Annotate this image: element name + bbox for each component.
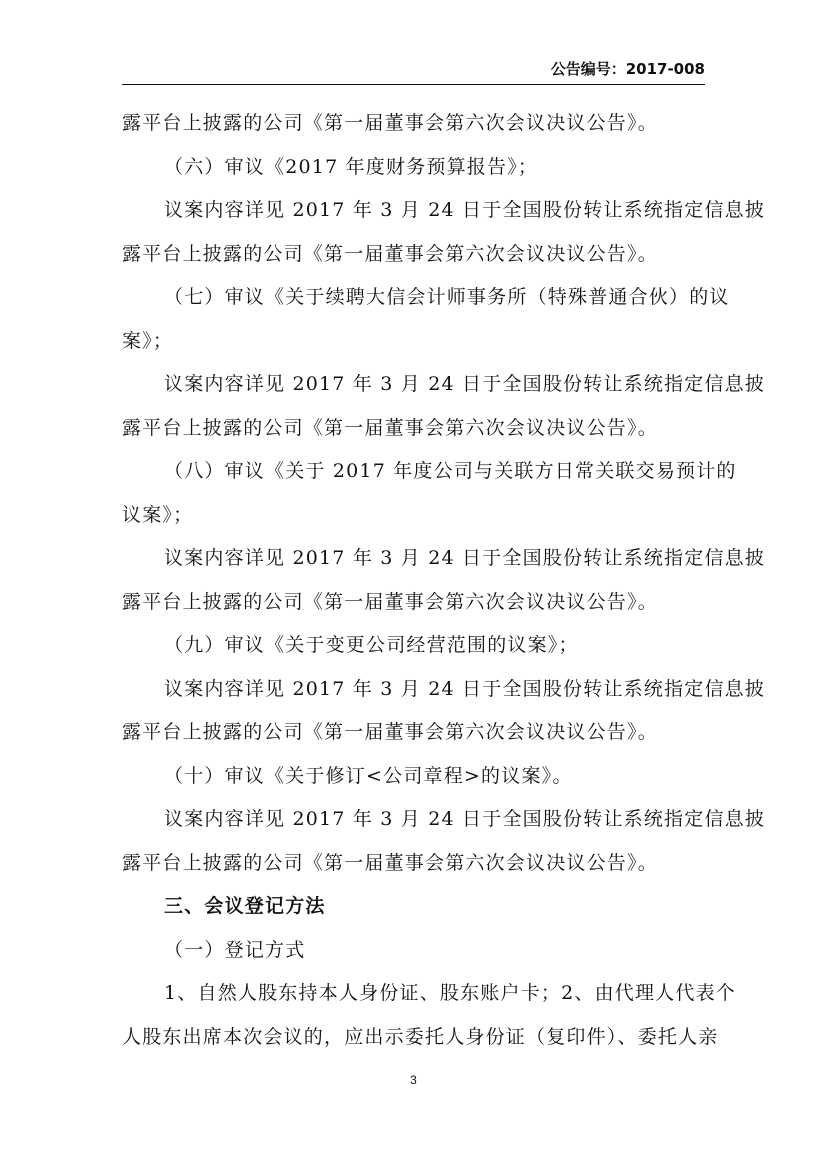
paragraph-line: 议案内容详见 2017 年 3 月 24 日于全国股份转让系统指定信息披: [164, 199, 766, 221]
page-number: 3: [410, 1073, 417, 1087]
agenda-item-6: （六）审议《2017 年度财务预算报告》；: [164, 155, 539, 178]
paragraph-line: 露平台上披露的公司《第一届董事会第六次会议决议公告》。: [122, 242, 658, 265]
paragraph-line: 议案内容详见 2017 年 3 月 24 日于全国股份转让系统指定信息披: [164, 373, 766, 395]
paragraph-line: 议案内容详见 2017 年 3 月 24 日于全国股份转让系统指定信息披: [164, 547, 766, 569]
paragraph-line: 1、自然人股东持本人身份证、股东账户卡；2、由代理人代表个: [164, 982, 736, 1004]
paragraph-line: 议案内容详见 2017 年 3 月 24 日于全国股份转让系统指定信息披: [164, 677, 766, 700]
agenda-item-9: （九）审议《关于变更公司经营范围的议案》；: [164, 634, 579, 656]
paragraph-line: 露平台上披露的公司《第一届董事会第六次会议决议公告》。: [122, 590, 658, 613]
agenda-item-8: （八）审议《关于 2017 年度公司与关联方日常关联交易预计的: [164, 460, 737, 482]
paragraph-line: 人股东出席本次会议的，应出示委托人身份证（复印件）、委托人亲: [122, 1025, 719, 1048]
header-rule: [122, 84, 705, 85]
paragraph-line: 议案》；: [122, 503, 194, 526]
paragraph-line: 露平台上披露的公司《第一届董事会第六次会议决议公告》。: [122, 851, 658, 874]
paragraph-line: 议案内容详见 2017 年 3 月 24 日于全国股份转让系统指定信息披: [164, 808, 766, 830]
paragraph-line: 案》；: [122, 329, 174, 352]
document-body: [122, 102, 766, 1059]
paragraph-line: 露平台上披露的公司《第一届董事会第六次会议决议公告》。: [122, 416, 658, 439]
paragraph-line: 露平台上披露的公司《第一届董事会第六次会议决议公告》。: [122, 112, 658, 134]
paragraph-line: 露平台上披露的公司《第一届董事会第六次会议决议公告》。: [122, 721, 658, 743]
agenda-item-10: （十）审议《关于修订<公司章程>的议案》。: [164, 764, 573, 787]
announcement-number: 公告编号：2017-008: [550, 60, 705, 78]
subsection-heading: （一）登记方式: [164, 938, 306, 961]
section-heading: 三、会议登记方法: [164, 895, 326, 917]
agenda-item-7: （七）审议《关于续聘大信会计师事务所（特殊普通合伙）的议: [164, 286, 730, 308]
